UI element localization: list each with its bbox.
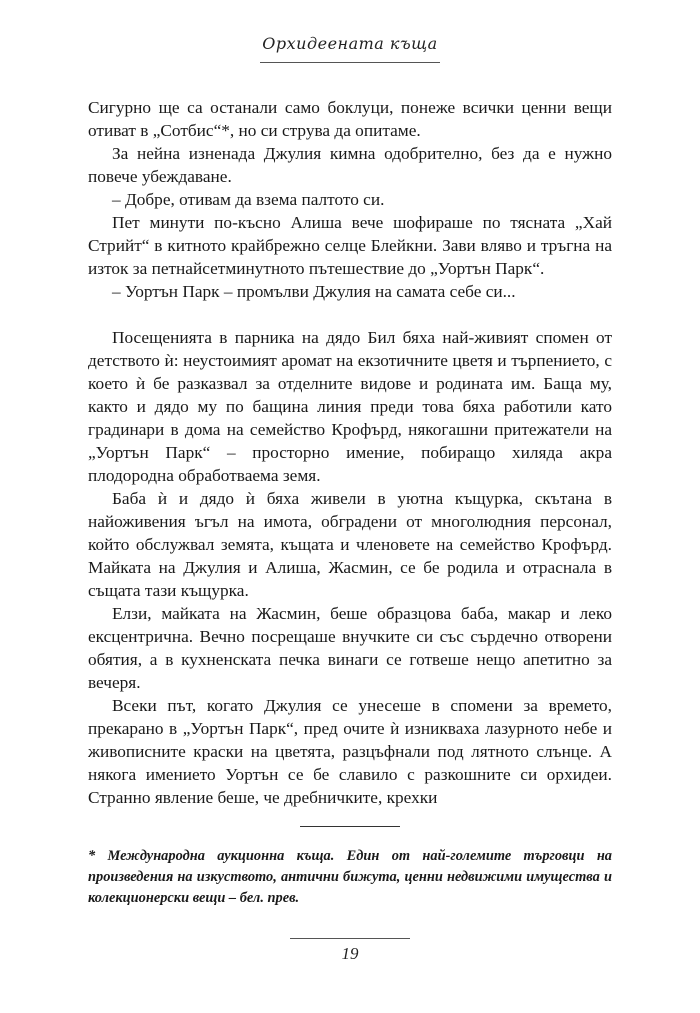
running-header: Орхидеената къща xyxy=(262,34,438,53)
paragraph: Баба ѝ и дядо ѝ бяха живели в уютна къщурка, скътана в найоживения ъгъл на имота, обградени от многолюдния персонал, който обслужвал земята, къщата и членовете на семейство Крофърд. Майката на Джулия и Алиша, Жасмин, се бе родила и отраснала в същата тази къщурка. xyxy=(88,489,612,600)
paragraph: За нейна изненада Джулия кимна одобрително, без да е нужно повече убеждаване. xyxy=(88,144,612,186)
footnote: * Международна аукционна къща. Един от най-големите търговци на произведения на изкуството, антични бижута, ценни недвижими имущества и колекционерски вещи – бел. прев. xyxy=(88,848,612,906)
paragraph: Всеки път, когато Джулия се унесеше в спомени за времето, прекарано в „Уортън Парк“, пред очите ѝ изникваха лазурното небе и живописните краски на цветята, разцъфнали под лятното слънце. А някога имението Уортън се бе славило с разкошните си орхидеи. Странно явление беше, че дребничките, крехки xyxy=(88,696,612,807)
page-number: 19 xyxy=(341,944,359,963)
header-rule xyxy=(260,62,440,63)
section-break xyxy=(88,303,612,326)
footnote-rule xyxy=(300,826,400,827)
paragraph: Пет минути по-късно Алиша вече шофираше по тясната „Хай Стрийт“ в китното крайбрежно селце Блейкни. Зави вляво и тръгна на изток за петнайсетминутното пътешествие до „Уортън Парк“. xyxy=(88,213,612,278)
paragraph: – Уортън Парк – промълви Джулия на самата себе си... xyxy=(112,282,516,301)
folio-rule xyxy=(290,938,410,939)
paragraph: Посещенията в парника на дядо Бил бяха най-живият спомен от детството ѝ: неустоимият аромат на екзотичните цветя и търпението, с което ѝ бе разказвал за отделните видове и родината им. Баща му, както и дядо му по бащина линия преди това бяха работили като градинари в дома на семейство Крофърд, някогашни притежатели на „Уортън Парк“ – просторно имение, побиращо хиляда акра плодородна обработваема земя. xyxy=(88,328,612,485)
body-text xyxy=(88,96,612,809)
paragraph: Сигурно ще са останали само боклуци, понеже всички ценни вещи отиват в „Сотбис“*, но си струва да опитаме. xyxy=(88,98,612,140)
paragraph: – Добре, отивам да взема палтото си. xyxy=(112,190,385,209)
paragraph: Елзи, майката на Жасмин, беше образцова баба, макар и леко ексцентрична. Вечно посрещаше внучките си със сърдечно отворени обятия, а в кухненската печка винаги се готвеше нещо апетитно за вечеря. xyxy=(88,604,612,692)
